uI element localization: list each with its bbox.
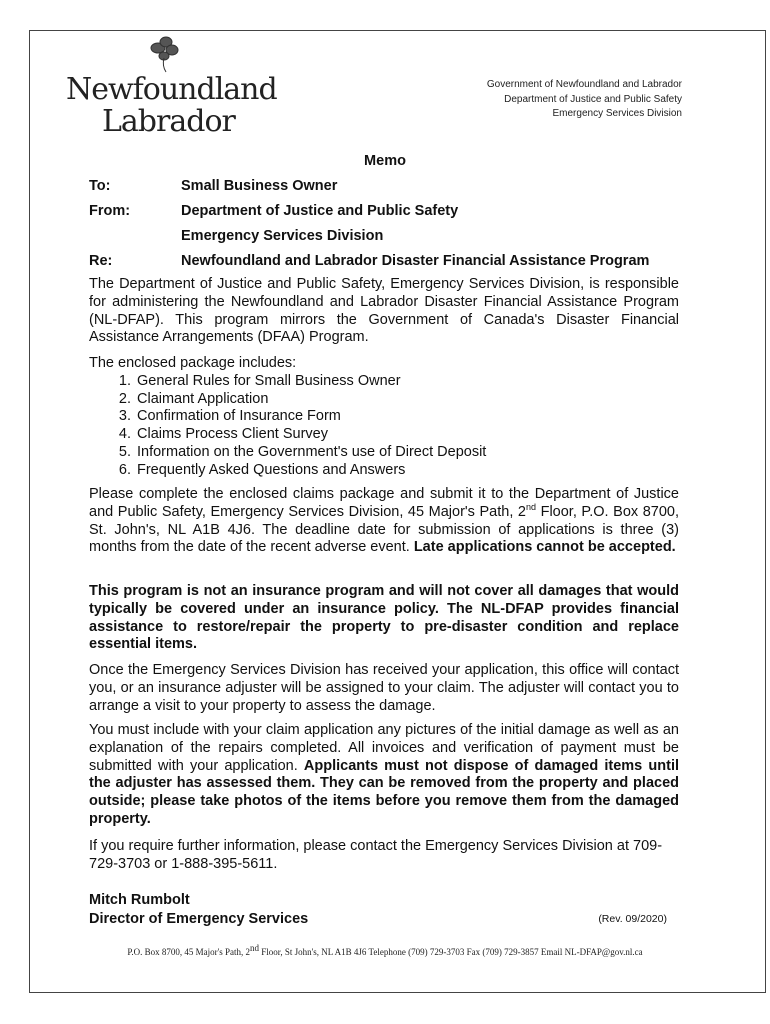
paragraph-contact: If you require further information, please contact the Emergency Services Division at 709-729-3703 or 1-888-395-5611.	[89, 838, 663, 872]
re-value: Newfoundland and Labrador Disaster Financial Assistance Program	[181, 253, 650, 269]
paragraph-intro: The Department of Justice and Public Safety, Emergency Services Division, is responsible for administering the Newfoundland and Labrador Disaster Financial Assistance Program (NL-DFAP). This program mirrors the Government of Canada's Disaster Financial Assistance Arrangements (DFAA) Program.	[89, 276, 679, 346]
letterhead-line: Government of Newfoundland and Labrador	[486, 79, 682, 90]
logo-word-newfoundland: Newfoundland	[66, 72, 277, 107]
memo-title: Memo	[364, 153, 406, 169]
letterhead-line: Emergency Services Division	[552, 108, 682, 119]
footer-contact: P.O. Box 8700, 45 Major's Path, 2nd Floor, St John's, NL A1B 4J6 Telephone (709) 729-3703 Fax (709) 729-3857 Email NL-DFAP@gov.nl.ca	[127, 943, 643, 957]
paragraph-not-insurance: This program is not an insurance program and will not cover all damages that would typically be covered under an insurance policy. The NL-DFAP provides financial assistance to restore/repair the property to pre-disaster condition and replace essential items.	[89, 583, 679, 653]
from-value-division: Emergency Services Division	[181, 228, 384, 244]
package-items	[89, 373, 679, 480]
list-item: 1. General Rules for Small Business Owner	[135, 373, 679, 391]
nl-logo	[66, 36, 277, 139]
list-item: 4. Claims Process Client Survey	[135, 426, 679, 444]
to-value: Small Business Owner	[181, 178, 338, 194]
list-item: 2. Claimant Application	[135, 391, 679, 409]
list-item: 3. Confirmation of Insurance Form	[135, 408, 679, 426]
from-value: Department of Justice and Public Safety	[181, 203, 459, 219]
list-item: 5. Information on the Government's use of Direct Deposit	[135, 444, 679, 462]
to-label: To:	[89, 178, 111, 194]
logo-word-labrador: Labrador	[102, 104, 235, 139]
from-label: From:	[89, 203, 131, 219]
paragraph-photos: You must include with your claim application any pictures of the initial damage as well as an explanation of the repairs completed. All invoices and verification of payment must be submitted with your application. Applicants must not dispose of damaged items until the adjuster has assessed them. They can be removed from the property and placed outside; please take photos of the items before you remove them from the damaged property.	[89, 722, 679, 827]
paragraph-adjuster: Once the Emergency Services Division has received your application, this office will contact you, or an insurance adjuster will be assigned to your claim. The adjuster will contact you to arrange a visit to your property to assess the damage.	[89, 662, 679, 714]
re-label: Re:	[89, 253, 113, 269]
package-intro: The enclosed package includes:	[89, 355, 297, 371]
signature-name: Mitch Rumbolt	[89, 892, 190, 908]
revision-date: (Rev. 09/2020)	[598, 913, 667, 925]
package-list	[89, 355, 679, 480]
paragraph-submission: Please complete the enclosed claims package and submit it to the Department of Justice and Public Safety, Emergency Services Division, 45 Major's Path, 2nd Floor, P.O. Box 8700, St. John's, NL A1B 4J6. The deadline date for submission of applications is three (3) months from the date of the recent adverse event. Late applications cannot be accepted.	[89, 486, 679, 556]
signature-title: Director of Emergency Services	[89, 911, 309, 927]
letterhead-line: Department of Justice and Public Safety	[504, 93, 682, 105]
list-item: 6. Frequently Asked Questions and Answers	[135, 462, 679, 480]
pitcher-plant-icon	[144, 36, 204, 76]
letterhead	[487, 78, 682, 122]
